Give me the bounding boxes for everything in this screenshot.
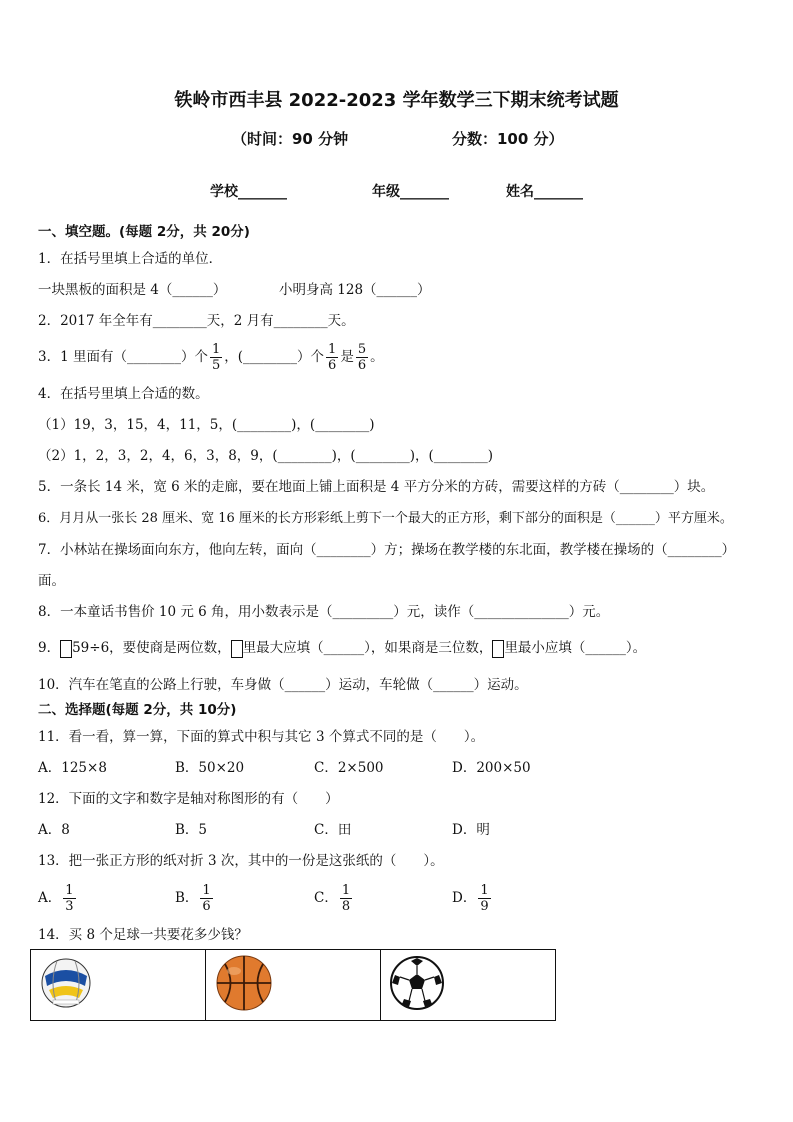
question-10: 10．汽车在笔直的公路上行驶，车身做（______）运动，车轮做（______）运动。 xyxy=(38,677,528,693)
numerator: 1 xyxy=(65,883,74,898)
q3-prefix: 3．1 里面有（________）个 xyxy=(38,349,208,365)
option-label: A． xyxy=(38,890,62,906)
denominator: 6 xyxy=(357,358,367,373)
fraction-1-8 xyxy=(340,883,352,914)
question-9 xyxy=(38,639,646,658)
numerator: 5 xyxy=(357,342,367,357)
option-d: D．200×50 xyxy=(452,760,531,776)
denominator: 6 xyxy=(328,358,337,373)
q9-part-c: 里最小应填（______）。 xyxy=(504,640,647,656)
ball-price-table xyxy=(30,949,556,1021)
soccer-ball-cell xyxy=(381,950,556,1021)
question-1b: 小明身高 128（______） xyxy=(279,282,431,298)
question-1: 1．在括号里填上合适的单位． xyxy=(38,251,223,267)
question-2: 2．2017 年全年有________天，2 月有________天。 xyxy=(38,313,355,329)
question-4: 4．在括号里填上合适的数。 xyxy=(38,386,209,402)
q9-part-a: 59÷6，要使商是两位数， xyxy=(72,640,231,656)
question-6: 6．月月从一张长 28 厘米、宽 16 厘米的长方形彩纸上剪下一个最大的正方形，剩下部分的面积是（______）平方厘米。 xyxy=(38,511,733,526)
option-c xyxy=(314,879,354,917)
option-a: A．125×8 xyxy=(38,760,107,776)
question-3 xyxy=(38,339,384,375)
numerator: 1 xyxy=(328,342,337,357)
option-a xyxy=(38,879,78,917)
denominator: 5 xyxy=(211,358,221,373)
section2-heading: 二、选择题(每题 2分，共 10分) xyxy=(38,702,237,718)
q9-part-b: 里最大应填（______），如果商是三位数， xyxy=(242,640,493,656)
fraction-1-9 xyxy=(478,883,490,914)
q3-is: 是 xyxy=(340,349,354,365)
option-d xyxy=(452,879,493,917)
fraction-1-6 xyxy=(200,883,212,914)
numerator: 1 xyxy=(480,883,489,898)
fraction-1-5 xyxy=(210,342,222,373)
blank-box xyxy=(492,640,504,658)
q3-middle: ，(________）个 xyxy=(224,349,325,365)
question-8: 8．一本童话书售价 10 元 6 角，用小数表示是（_________）元，读作（______________）元。 xyxy=(38,604,610,620)
option-b: B．5 xyxy=(175,822,208,838)
basketball-icon xyxy=(214,953,274,1013)
page-title: 铁岭市西丰县 2022-2023 学年数学三下期末统考试题 xyxy=(174,90,619,111)
fraction-1-3 xyxy=(63,883,75,914)
numerator: 1 xyxy=(341,883,351,898)
section1-heading: 一、填空题。(每题 2分，共 20分) xyxy=(38,224,250,240)
numerator: 1 xyxy=(211,342,221,357)
school-field: 学校_______ xyxy=(210,184,287,200)
question-1a: 一块黑板的面积是 4（______） xyxy=(38,282,227,298)
question-13: 13．把一张正方形的纸对折 3 次，其中的一份是这张纸的（ ）。 xyxy=(38,853,444,869)
denominator: 3 xyxy=(65,899,74,914)
option-label: B． xyxy=(175,890,199,906)
option-b xyxy=(175,879,215,917)
soccer-ball-icon xyxy=(389,955,445,1011)
q3-end: 。 xyxy=(370,349,384,365)
denominator: 9 xyxy=(480,899,489,914)
question-7b: 面。 xyxy=(38,573,65,589)
question-12: 12．下面的文字和数字是轴对称图形的有（ ） xyxy=(38,791,339,807)
option-label: C． xyxy=(314,890,338,906)
numerator: 1 xyxy=(202,883,211,898)
blank-box xyxy=(231,640,243,658)
question-4a: （1）19，3，15，4，11，5，(________)，(________) xyxy=(38,417,375,433)
denominator: 6 xyxy=(202,899,211,914)
option-a: A．8 xyxy=(38,822,70,838)
question-4b: （2）1，2，3，2，4，6，3，8，9，(________)，(________)，(________) xyxy=(38,448,493,464)
q13-options xyxy=(38,879,538,919)
fraction-1-6 xyxy=(326,342,338,373)
question-5: 5．一条长 14 米，宽 6 米的走廊，要在地面上铺上面积是 4 平方分米的方砖，需要这样的方砖（________）块。 xyxy=(38,479,715,495)
question-7a: 7．小林站在操场面向东方，他向左转，面向（________）方；操场在教学楼的东北面，教学楼在操场的（________） xyxy=(38,542,736,558)
fraction-5-6 xyxy=(356,342,368,373)
q9-prefix: 9． xyxy=(38,640,61,656)
option-b: B．50×20 xyxy=(175,760,245,776)
exam-score: 分数：100 分） xyxy=(452,130,564,148)
exam-time: （时间：90 分钟 xyxy=(232,130,349,148)
blank-box xyxy=(60,640,72,658)
question-14: 14．买 8 个足球一共要花多少钱？ xyxy=(38,927,248,943)
basketball-cell xyxy=(206,950,381,1021)
denominator: 8 xyxy=(341,899,351,914)
option-c: C．田 xyxy=(314,822,352,838)
name-field: 姓名_______ xyxy=(506,184,583,200)
volleyball-icon xyxy=(39,956,93,1010)
option-label: D． xyxy=(452,890,477,906)
grade-field: 年级_______ xyxy=(372,184,449,200)
volleyball-cell xyxy=(31,950,206,1021)
question-11: 11．看一看，算一算，下面的算式中积与其它 3 个算式不同的是（ ）。 xyxy=(38,729,485,745)
option-c: C．2×500 xyxy=(314,760,384,776)
option-d: D．明 xyxy=(452,822,490,838)
